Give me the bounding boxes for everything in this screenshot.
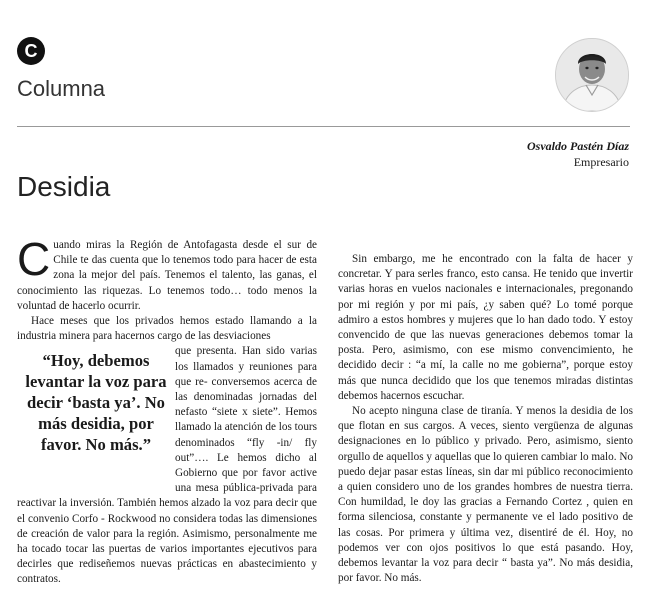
author-role: Empresario xyxy=(573,155,629,169)
paragraph-2-start: Hace meses que los privados hemos estado llamando a la industria minera para hacernos cargo de las desviaciones xyxy=(17,315,317,343)
column-badge: C xyxy=(17,37,45,65)
article-title: Desidia xyxy=(17,171,111,202)
author-portrait-icon xyxy=(556,39,628,111)
paragraph-4: No acepto ninguna clase de tiranía. Y menos la desidia de los que flotan en sus cargos. A veces, siento vergüenza de algunas designaciones en lo público y privado. Pero, asimismo, siento orgullo de aquellos y aquellas que lo quieren cambiar lo malo. No puedo dejar pasar estas líneas, sin dar mi público reconocimiento a quien considero uno de los grandes hombres de nuestra tierra. Con humildad, le doy las gracias a Fernando Cortez , quien en forma silenciosa, constante y permanente ve el lado positivo de las cosas. Por primera y última vez, disentiré de él. Hoy, no podemos ver con ojos positivos lo que está pasando. Hoy, debemos levantar la voz para decir “ basta ya”. No más desidia, por favor. No más. xyxy=(338,405,633,585)
drop-cap: C xyxy=(17,233,51,285)
article-column-left xyxy=(17,233,317,588)
article-column-right xyxy=(338,232,633,586)
author-name: Osvaldo Pastén Díaz xyxy=(527,139,629,153)
header-divider xyxy=(17,126,630,127)
paragraph-intro-text: uando miras la Región de Antofagasta desde el sur de Chile te das cuenta que lo tenemos todo para hacer de esta zona la mejor del país. Tenemos el talento, las ganas, el conocimiento las riquezas. Lo tenemos todo… todo menos la voluntad de hacerlo ocurrir. xyxy=(17,239,317,312)
pull-quote: “Hoy, debemos levantar la voz para decir ‘basta ya’. No más desidia, por favor. No más.” xyxy=(25,351,167,455)
author-photo xyxy=(555,38,629,112)
paragraph-2-rest: que presenta. Han sido varias los llamados y reuniones para que re- conversemos acerca de las denominadas jornadas del nefasto “siete x siete”. Hemos llamado la atención de los tours denominados “fly -in/ fly out”…. Le hemos dicho al Gobierno que por favor active una mesa pública-privada para reactivar la inversión. También hemos alzado la voz para decir que el convenio Corfo - Rockwood no considera todas las dimensiones de creación de valor para la región. Asimismo, personalmente me ha tocado tocar las puertas de varios importantes ejecutivos para decirles que rediseñemos nuevas prácticas en abastecimiento y contratos. xyxy=(17,345,317,586)
section-label: Columna xyxy=(17,76,106,101)
paragraph-intro xyxy=(17,233,317,314)
paragraph-3: Sin embargo, me he encontrado con la falta de hacer y concretar. Y para serles franco, esto cansa. He tenido que invertir varias horas en vuelos nacionales e internacionales, pregonando por mi región y por mi país, ¿y saben qué? Lo tomé porque admiro a estos hombres y mujeres que lo han dado todo. Y estoy convencido de que las nuevas generaciones debemos tomar la posta. Pero, asimismo, con ese mismo convencimiento, he decidido decir : “a mí, la calle no me gobierna”, porque estoy más que nunca decidido que los que tenemos miradas distintas debemos hacernos escuchar. xyxy=(338,253,633,402)
